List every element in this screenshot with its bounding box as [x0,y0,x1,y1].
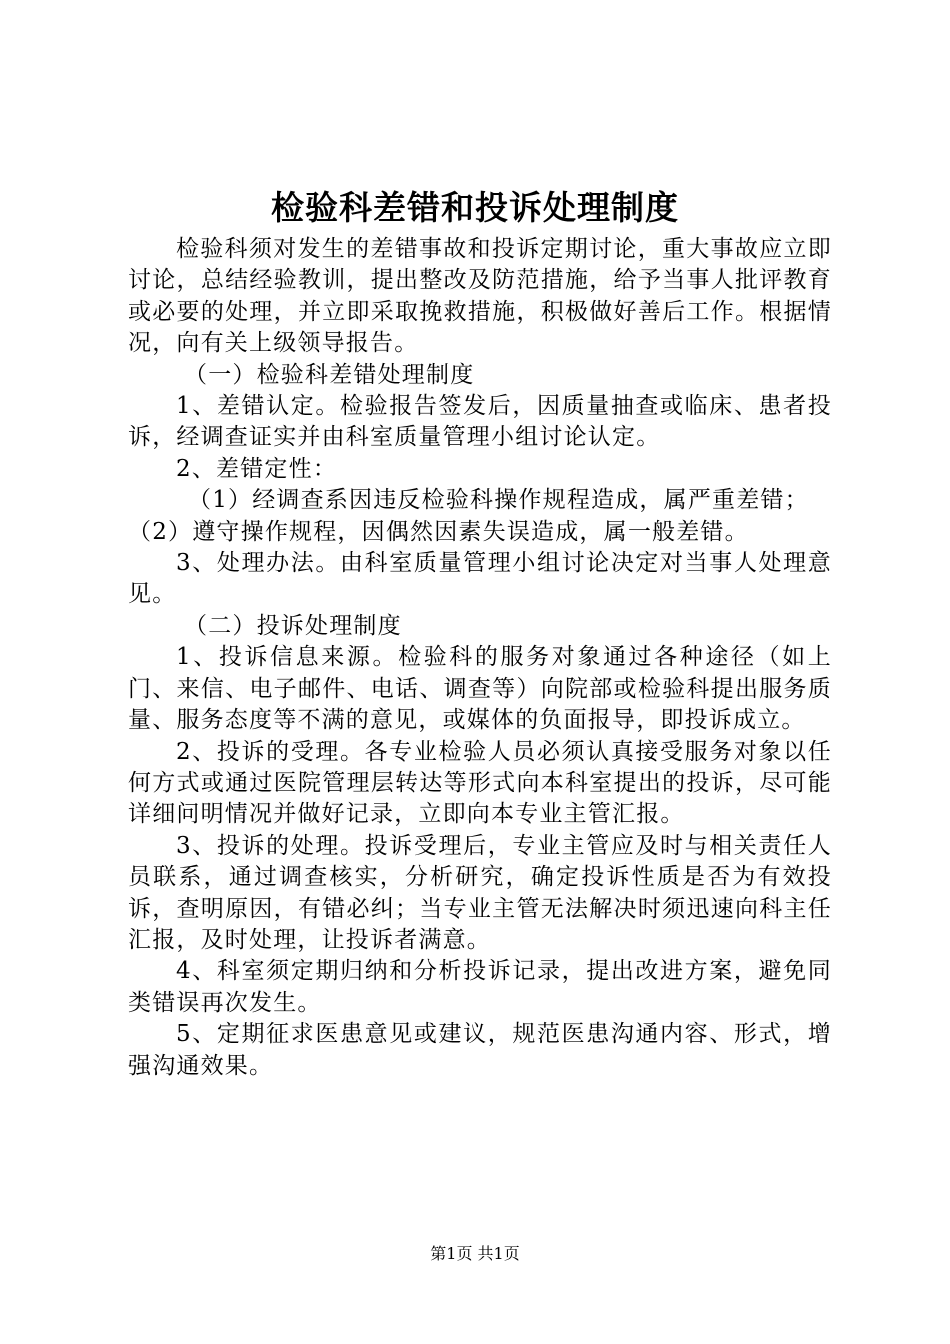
paragraph-serious-error: （1）经调查系因违反检验科操作规程造成，属严重差错； [188,487,809,514]
paragraph-complaint-source: 1、投诉信息来源。检验科的服务对象通过各种途径（如上门、来信、电子邮件、电话、调查等）向院部或检验科提出服务质量、服务态度等不满的意见，或媒体的负面报导，即投诉成立。 [128,644,832,734]
document-title: 检验科差错和投诉处理制度 [271,188,679,227]
page-footer: 第1页 共1页 [430,1244,520,1263]
paragraph-complaint-processing: 3、投诉的处理。投诉受理后，专业主管应及时与相关责任人员联系，通过调查核实，分析研究，确定投诉性质是否为有效投诉，查明原因，有错必纠；当专业主管无法解决时须迅速向科主任汇报，及时处理，让投诉者满意。 [128,832,832,953]
section-heading-complaint: （二）投诉处理制度 [184,612,402,639]
paragraph-complaint-acceptance: 2、投诉的受理。各专业检验人员必须认真接受服务对象以任何方式或通过医院管理层转达等形式向本科室提出的投诉，尽可能详细问明情况并做好记录，立即向本专业主管汇报。 [128,738,832,828]
paragraph-complaint-analysis: 4、科室须定期归纳和分析投诉记录，提出改进方案，避免同类错误再次发生。 [128,958,832,1016]
section-heading-error: （一）检验科差错处理制度 [184,361,475,388]
paragraph-minor-error: （2）遵守操作规程，因偶然因素失误造成，属一般差错。 [128,518,749,545]
paragraph-error-classification: 2、差错定性： [176,455,338,482]
paragraph-communication: 5、定期征求医患意见或建议，规范医患沟通内容、形式，增强沟通效果。 [128,1021,832,1079]
paragraph-intro: 检验科须对发生的差错事故和投诉定期讨论，重大事故应立即讨论，总结经验教训，提出整改及防范措施，给予当事人批评教育或必要的处理，并立即采取挽救措施，积极做好善后工作。根据情况，向有关上级领导报告。 [128,236,832,357]
paragraph-error-identification: 1、差错认定。检验报告签发后，因质量抽查或临床、患者投诉，经调查证实并由科室质量管理小组讨论认定。 [128,393,832,451]
paragraph-error-handling: 3、处理办法。由科室质量管理小组讨论决定对当事人处理意见。 [128,550,832,608]
document-body [128,234,832,1082]
